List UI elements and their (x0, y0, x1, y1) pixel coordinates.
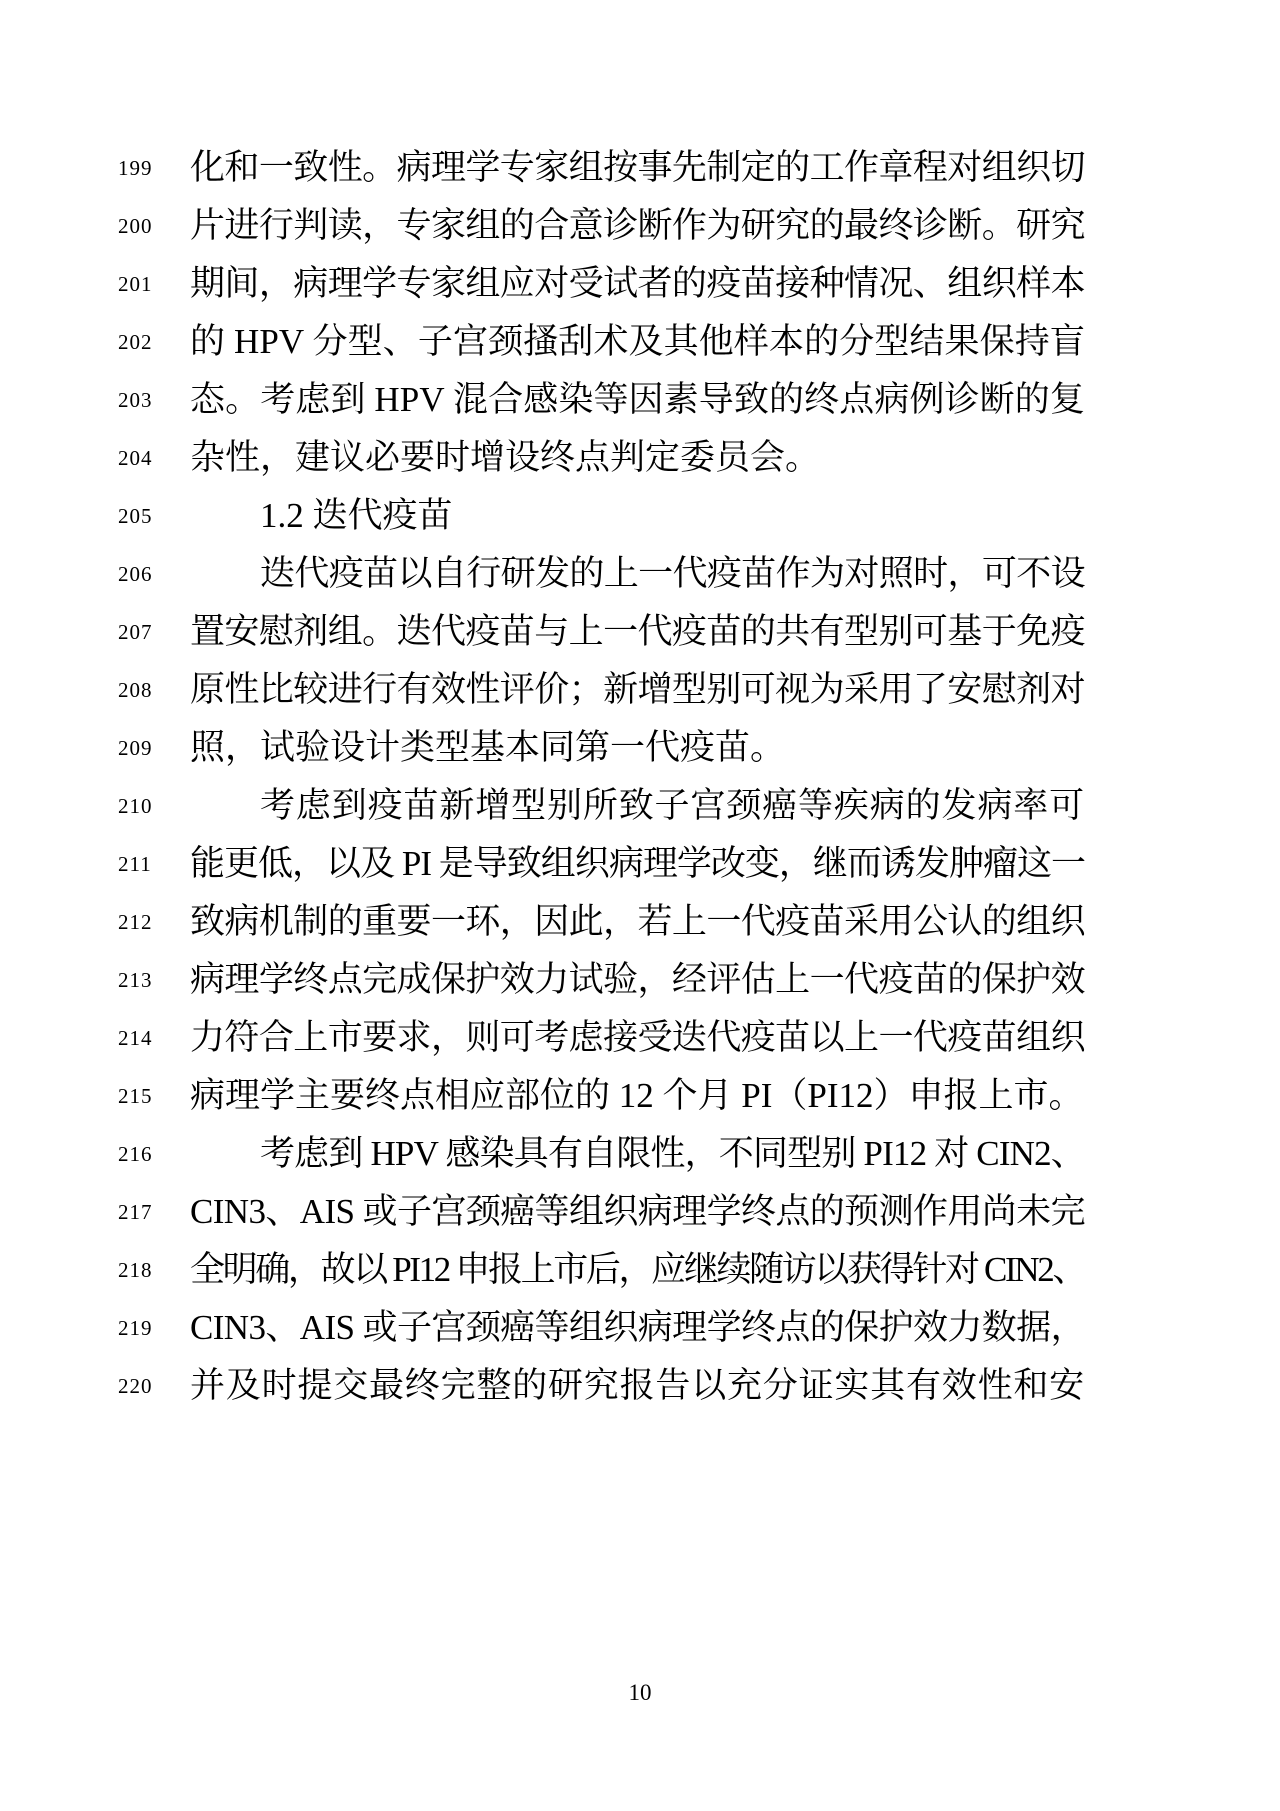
line-row (118, 1125, 1085, 1183)
line-row (118, 719, 1085, 777)
line-text (190, 429, 1085, 487)
line-text (190, 777, 1085, 835)
line-text-content: 置安慰剂组。迭代疫苗与上一代疫苗的共有型别可基于免疫 (190, 612, 1085, 651)
line-text-content: 力符合上市要求，则可考虑接受迭代疫苗以上一代疫苗组织 (190, 1018, 1085, 1057)
line-text-content: 片进行判读，专家组的合意诊断作为研究的最终诊断。研究 (190, 206, 1085, 245)
line-text (190, 719, 1085, 777)
line-number: 215 (118, 1084, 153, 1108)
line-row (118, 429, 1085, 487)
line-text (190, 371, 1085, 429)
line-row (118, 1183, 1085, 1241)
line-text (190, 197, 1085, 255)
line-text-content: 态。考虑到 HPV 混合感染等因素导致的终点病例诊断的复 (190, 380, 1085, 419)
line-number: 207 (118, 620, 153, 644)
line-text (190, 1299, 1085, 1357)
line-row (118, 1241, 1085, 1299)
line-row (118, 255, 1085, 313)
line-number: 210 (118, 794, 153, 818)
line-text-content: 杂性，建议必要时增设终点判定委员会。 (190, 438, 821, 477)
line-number: 213 (118, 968, 153, 992)
line-number: 201 (118, 272, 153, 296)
line-text-content: 照，试验设计类型基本同第一代疫苗。 (190, 728, 786, 767)
line-text-content: 全明确，故以 PI12 申报上市后，应继续随访以获得针对 CIN2、 (190, 1250, 1085, 1289)
line-text (190, 1009, 1085, 1067)
line-text (190, 1067, 1085, 1125)
line-text-content: 期间，病理学专家组应对受试者的疫苗接种情况、组织样本 (190, 264, 1085, 303)
line-number: 218 (118, 1258, 153, 1282)
line-number: 202 (118, 330, 153, 354)
line-number: 208 (118, 678, 153, 702)
line-number: 211 (118, 852, 152, 876)
line-number: 216 (118, 1142, 153, 1166)
line-number: 217 (118, 1200, 153, 1224)
line-row (118, 1299, 1085, 1357)
line-row (118, 603, 1085, 661)
line-text (190, 893, 1085, 951)
line-row (118, 197, 1085, 255)
line-text-content: 1.2 迭代疫苗 (260, 496, 453, 535)
line-text-content: 考虑到疫苗新增型别所致子宫颈癌等疾病的发病率可 (260, 786, 1085, 825)
line-number: 214 (118, 1026, 153, 1050)
line-text (190, 1357, 1085, 1415)
line-row (118, 371, 1085, 429)
line-row (118, 661, 1085, 719)
line-text (190, 139, 1085, 197)
line-text (190, 1241, 1085, 1299)
line-text-content: CIN3、AIS 或子宫颈癌等组织病理学终点的预测作用尚未完 (190, 1192, 1085, 1231)
line-number: 203 (118, 388, 153, 412)
line-number: 200 (118, 214, 153, 238)
line-number: 204 (118, 446, 153, 470)
line-text (190, 1183, 1085, 1241)
line-text (190, 255, 1085, 313)
line-text-content: 的 HPV 分型、子宫颈搔刮术及其他样本的分型结果保持盲 (190, 322, 1085, 361)
line-number: 206 (118, 562, 153, 586)
line-text (190, 835, 1085, 893)
line-number: 219 (118, 1316, 153, 1340)
line-text (190, 661, 1085, 719)
line-row (118, 1357, 1085, 1415)
line-text-content: 致病机制的重要一环，因此，若上一代疫苗采用公认的组织 (190, 902, 1085, 941)
line-text (190, 545, 1085, 603)
line-row (118, 139, 1085, 197)
line-text (190, 951, 1085, 1009)
line-row (118, 951, 1085, 1009)
page-number: 10 (628, 1680, 652, 1705)
line-text-content: 病理学终点完成保护效力试验，经评估上一代疫苗的保护效 (190, 960, 1085, 999)
line-text-content: 病理学主要终点相应部位的 12 个月 PI（PI12）申报上市。 (190, 1076, 1084, 1115)
line-row (118, 1009, 1085, 1067)
line-number: 209 (118, 736, 153, 760)
line-text-content: 能更低，以及 PI 是导致组织病理学改变，继而诱发肿瘤这一 (190, 844, 1085, 883)
line-text (190, 313, 1085, 371)
line-number: 220 (118, 1374, 153, 1398)
line-row (118, 893, 1085, 951)
line-number: 212 (118, 910, 153, 934)
line-text-content: 化和一致性。病理学专家组按事先制定的工作章程对组织切 (190, 148, 1085, 187)
line-text-content: 并及时提交最终完整的研究报告以充分证实其有效性和安 (190, 1366, 1085, 1405)
line-text-content: 迭代疫苗以自行研发的上一代疫苗作为对照时，可不设 (260, 554, 1085, 593)
line-text (190, 487, 1085, 545)
line-text-content: CIN3、AIS 或子宫颈癌等组织病理学终点的保护效力数据， (190, 1308, 1085, 1347)
line-text-content: 原性比较进行有效性评价；新增型别可视为采用了安慰剂对 (190, 670, 1085, 709)
line-row (118, 1067, 1085, 1125)
line-number: 199 (118, 156, 153, 180)
line-row (118, 487, 1085, 545)
line-text-content: 考虑到 HPV 感染具有自限性，不同型别 PI12 对 CIN2、 (260, 1134, 1085, 1173)
line-row (118, 777, 1085, 835)
text-body (118, 139, 1085, 1415)
line-row (118, 545, 1085, 603)
line-row (118, 313, 1085, 371)
line-number: 205 (118, 504, 153, 528)
line-row (118, 835, 1085, 893)
line-text (190, 603, 1085, 661)
line-text (190, 1125, 1085, 1183)
